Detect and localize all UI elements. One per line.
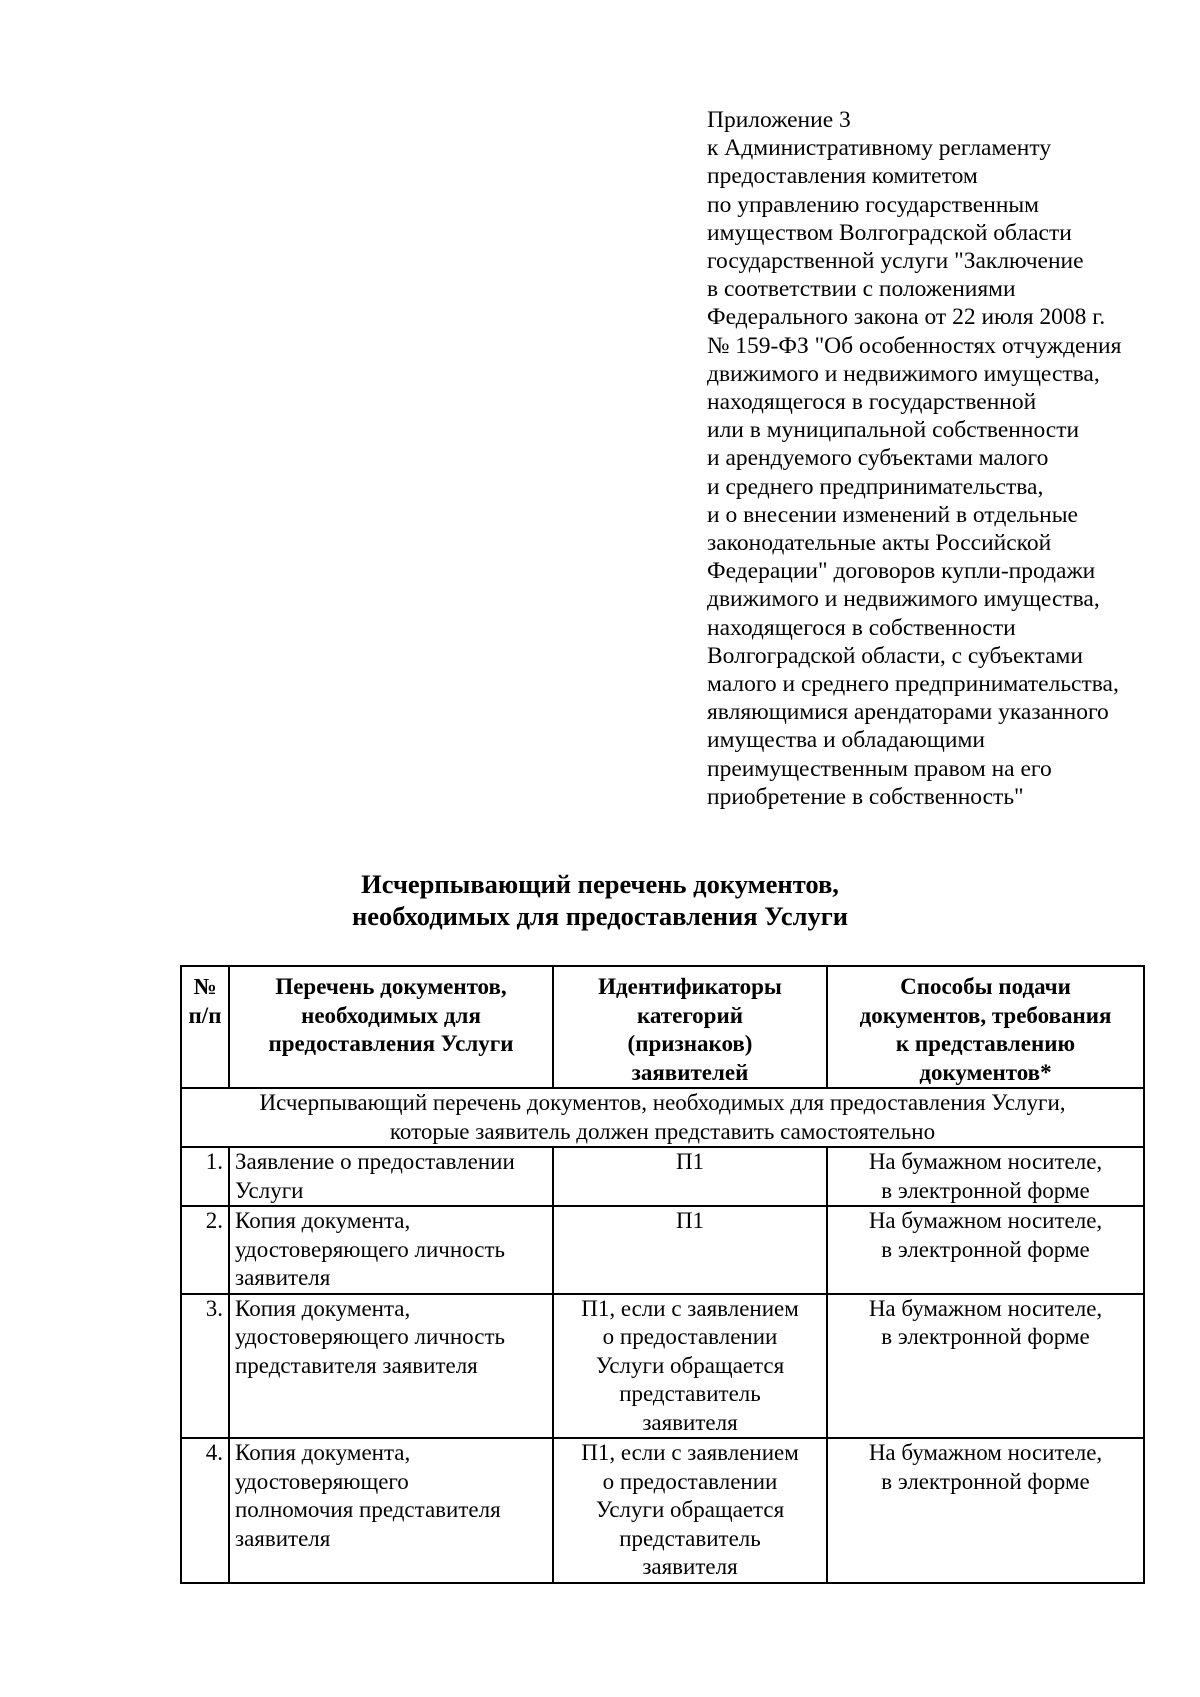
header-line: Перечень документов, xyxy=(275,974,507,999)
title-line: необходимых для предоставления Услуги xyxy=(351,901,849,931)
row-number: 4. xyxy=(181,1438,229,1583)
cell-line: Услуги xyxy=(235,1177,304,1203)
identifier-cell xyxy=(553,1438,827,1583)
document-cell xyxy=(229,1294,553,1439)
cell-line: Услуги обращается xyxy=(595,1497,785,1522)
cell-line: удостоверяющего личность xyxy=(235,1236,505,1262)
section-cell xyxy=(181,1088,1144,1147)
method-cell xyxy=(827,1294,1144,1439)
table-row xyxy=(181,1206,1144,1294)
cell-line: Копия документа, xyxy=(235,1208,411,1233)
header-cell-number xyxy=(181,966,229,1088)
document-cell xyxy=(229,1147,553,1206)
appendix-line: или в муниципальной собственности xyxy=(707,417,1080,444)
appendix-line: по управлению государственным xyxy=(707,191,1040,218)
appendix-line: к Административному регламенту xyxy=(707,135,1052,162)
appendix-line: Федерации" договоров купли-продажи xyxy=(707,558,1096,585)
document-cell xyxy=(229,1438,553,1583)
identifier-cell xyxy=(553,1206,827,1294)
header-line: документов, требования xyxy=(859,1002,1112,1028)
cell-line: П1 xyxy=(675,1149,705,1174)
header-line: заявителей xyxy=(631,1059,749,1085)
header-line: Способы подачи xyxy=(900,974,1071,999)
appendix-line: преимущественным правом на его xyxy=(707,755,1052,782)
row-number: 3. xyxy=(181,1294,229,1439)
appendix-line: движимого и недвижимого имущества, xyxy=(707,360,1100,387)
appendix-line: приобретение в собственность" xyxy=(707,783,1024,810)
cell-line: представителя заявителя xyxy=(235,1352,478,1378)
appendix-line: находящегося в государственной xyxy=(707,389,1037,416)
table-row xyxy=(181,1438,1144,1583)
cell-line: удостоверяющего xyxy=(235,1468,409,1494)
appendix-line: и среднего предпринимательства, xyxy=(707,473,1044,500)
appendix-line: государственной услуги "Заключение xyxy=(707,248,1084,275)
header-line: к представлению xyxy=(895,1031,1076,1056)
cell-line: Услуги обращается xyxy=(595,1352,785,1378)
cell-line: Заявление о предоставлении xyxy=(235,1149,515,1174)
cell-line: На бумажном носителе, xyxy=(868,1440,1103,1465)
cell-line: заявителя xyxy=(235,1525,331,1551)
cell-line: в электронной форме xyxy=(881,1468,1090,1494)
section-line: Исчерпывающий перечень документов, необходимых для предоставления Услуги, xyxy=(259,1090,1066,1115)
header-line: (признаков) xyxy=(627,1031,753,1056)
cell-line: заявителя xyxy=(235,1265,331,1290)
cell-line: Копия документа, xyxy=(235,1295,411,1321)
cell-line: в электронной форме xyxy=(881,1324,1090,1349)
appendix-line: находящегося в собственности xyxy=(707,614,1016,641)
appendix-line: являющимися арендаторами указанного xyxy=(707,699,1109,726)
cell-line: удостоверяющего личность xyxy=(235,1324,505,1349)
header-cell-identifiers xyxy=(553,966,827,1088)
header-row xyxy=(181,966,1144,1088)
header-line: № xyxy=(193,974,217,999)
cell-line: в электронной форме xyxy=(881,1177,1090,1203)
cell-line: П1, если с заявлением xyxy=(581,1440,799,1465)
appendix-line: Приложение 3 xyxy=(707,107,851,133)
cell-line: представитель xyxy=(619,1381,761,1406)
documents-table xyxy=(180,965,1145,1584)
cell-line: На бумажном носителе, xyxy=(868,1149,1103,1174)
cell-line: Копия документа, xyxy=(235,1440,411,1465)
document-title xyxy=(0,868,1200,932)
identifier-cell xyxy=(553,1147,827,1206)
header-line: категорий xyxy=(637,1002,743,1028)
appendix-line: Федерального закона от 22 июля 2008 г. xyxy=(707,304,1106,331)
appendix-line: законодательные акты Российской xyxy=(707,530,1052,557)
header-cell-documents xyxy=(229,966,553,1088)
appendix-line: Волгоградской области, с субъектами xyxy=(707,642,1083,669)
cell-line: представитель xyxy=(619,1525,761,1551)
cell-line: полномочия представителя xyxy=(235,1497,501,1522)
row-number: 1. xyxy=(181,1147,229,1206)
header-line: документов* xyxy=(919,1059,1052,1085)
cell-line: П1 xyxy=(675,1208,705,1233)
cell-line: в электронной форме xyxy=(881,1236,1090,1262)
header-line: предоставления Услуги xyxy=(268,1031,514,1056)
title-line: Исчерпывающий перечень документов, xyxy=(361,869,839,899)
table-row xyxy=(181,1294,1144,1439)
section-line: которые заявитель должен представить самостоятельно xyxy=(389,1118,936,1144)
cell-line: На бумажном носителе, xyxy=(868,1295,1103,1321)
cell-line: На бумажном носителе, xyxy=(868,1208,1103,1233)
appendix-line: имущества и обладающими xyxy=(707,727,985,754)
table-row xyxy=(181,1147,1144,1206)
section-row xyxy=(181,1088,1144,1147)
appendix-line: и о внесении изменений в отдельные xyxy=(707,501,1078,528)
identifier-cell xyxy=(553,1294,827,1439)
header-line: необходимых для xyxy=(301,1002,481,1028)
cell-line: о предоставлении xyxy=(602,1468,778,1494)
appendix-line: № 159-ФЗ "Об особенностях отчуждения xyxy=(707,332,1122,359)
document-cell xyxy=(229,1206,553,1294)
header-cell-methods xyxy=(827,966,1144,1088)
header-line: Идентификаторы xyxy=(598,974,782,999)
appendix-block xyxy=(707,106,1177,811)
cell-line: заявителя xyxy=(642,1554,738,1579)
appendix-line: движимого и недвижимого имущества, xyxy=(707,586,1100,613)
appendix-line: предоставления комитетом xyxy=(707,163,978,190)
cell-line: о предоставлении xyxy=(602,1324,778,1349)
appendix-line: имуществом Волгоградской области xyxy=(707,219,1072,246)
method-cell xyxy=(827,1438,1144,1583)
appendix-line: в соответствии с положениями xyxy=(707,276,1016,303)
appendix-line: и арендуемого субъектами малого xyxy=(707,445,1049,472)
appendix-line: малого и среднего предпринимательства, xyxy=(707,671,1119,698)
header-line: п/п xyxy=(188,1002,222,1028)
method-cell xyxy=(827,1206,1144,1294)
cell-line: заявителя xyxy=(642,1409,738,1435)
cell-line: П1, если с заявлением xyxy=(581,1295,799,1321)
row-number: 2. xyxy=(181,1206,229,1294)
method-cell xyxy=(827,1147,1144,1206)
